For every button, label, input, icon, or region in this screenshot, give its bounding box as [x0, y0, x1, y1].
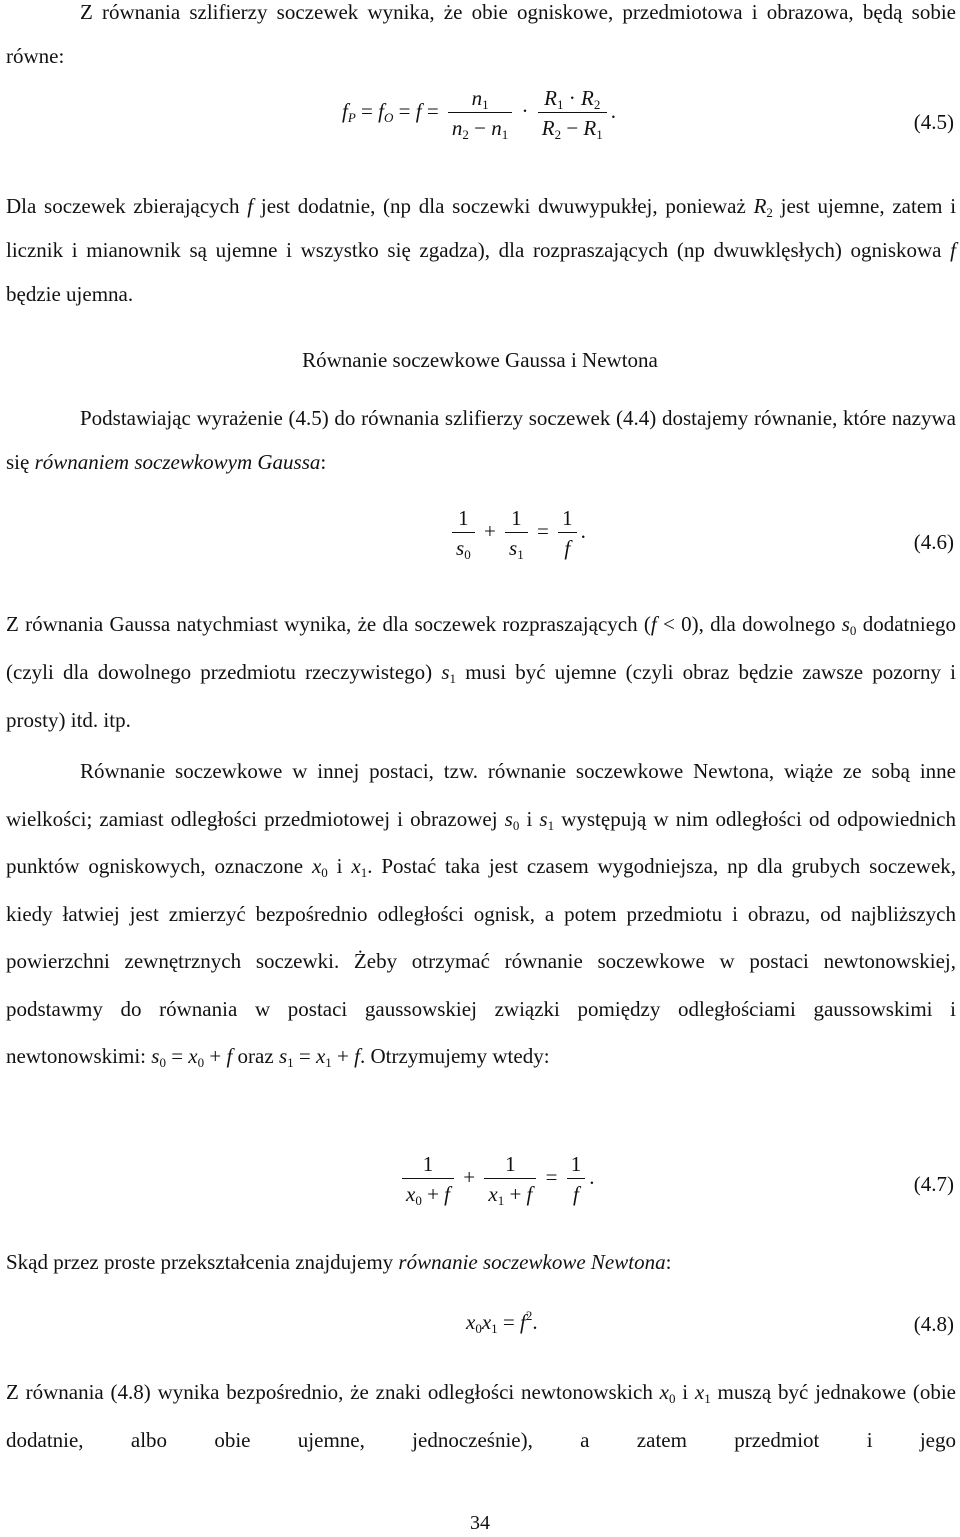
paragraph-gauss-consequence: Z równania Gaussa natychmiast wynika, że dla soczewek rozpraszających (f < 0), dla dowolnego $s_0$ dodatniego (czyli dla dowolnego przedmiotu rzeczywistego) $s_1$ musi być ujemne (czyli obraz będzie zawsze pozorny i prosty) itd. itp. [6, 612, 957, 732]
equation-number-4-6: (4.6) [913, 530, 954, 554]
equation-4-7: $\frac{1}{x_0 + f}$ + $\frac{1}{x_1 + f}$ = $\frac{1}{f}$ . [398, 1152, 594, 1206]
paragraph-newton-intro: Równanie soczewkowe w innej postaci, tzw. równanie soczewkowe Newtona, wiąże ze sobą inne wielkości; zamiast odległości przedmiotowej i obrazowej $s_0$ i $s_1$ występują w nim odległości od odpowiednich punktów ogniskowych, oznaczone $x_0$ i $x_1$. Postać taka jest czasem wygodniejsza, np dla grubych soczewek, kiedy łatwiej jest zmierzyć bezpośrednio odległości ognisk, a potem przedmiotu i obrazu, od najbliższych powierzchni zewnętrznych soczewki. Żeby otrzymać równanie soczewkowe w postaci newtonowskiej, podstawmy do równania w postaci gaussowskiej związki pomiędzy odległościami gaussowskimi i newtonowskimi: $s_0 = x_0 + f$ oraz $s_1 = x_1 + f$. Otrzymujemy wtedy: [6, 759, 957, 1070]
equation-number-4-5: (4.5) [913, 110, 954, 134]
equation-number-4-8: (4.8) [913, 1312, 954, 1336]
equation-number-4-7: (4.7) [913, 1172, 954, 1196]
paragraph-lens-sign: Dla soczewek zbierających f jest dodatnie, (np dla soczewki dwuwypukłej, ponieważ $R_2$ jest ujemne, zatem i licznik i mianownik są ujemne i wszystko się zgadza), dla rozpraszających (np dwuwklęsłych) ogniskowa f będzie ujemna. [6, 194, 957, 306]
paragraph-gauss-intro: Podstawiając wyrażenie (4.5) do równania szlifierzy soczewek (4.4) dostajemy równanie, które nazywa się równaniem soczewkowym Gaussa: [6, 406, 956, 474]
equation-4-5: $f_P = f_O = f$ = $\frac{n_1}{n_2 - n_1}$ · $\frac{R_1 \cdot R_2}{R_2 - R_1}$ . [342, 86, 616, 142]
equation-4-6: $\frac{1}{s_0}$ + $\frac{1}{s_1}$ = $\frac{1}{f}$ . [448, 506, 586, 560]
paragraph-intro: Z równania szlifierzy soczewek wynika, że obie ogniskowe, przedmiotowa i obrazowa, będą sobie równe: [6, 0, 957, 68]
equation-4-8: $x_0x_1 = f^2$. [466, 1308, 538, 1336]
paragraph-newton-signs: Z równania (4.8) wynika bezpośrednio, że znaki odległości newtonowskich $x_0$ i $x_1$ muszą być jednakowe (obie dodatnie, albo obie ujemne, jednocześnie), a zatem przedmiot i jego [6, 1380, 956, 1452]
page-number: 34 [470, 1512, 490, 1534]
paragraph-newton-derive: Skąd przez proste przekształcenia znajdujemy równanie soczewkowe Newtona: [6, 1250, 672, 1274]
section-heading: Równanie soczewkowe Gaussa i Newtona [302, 348, 658, 372]
